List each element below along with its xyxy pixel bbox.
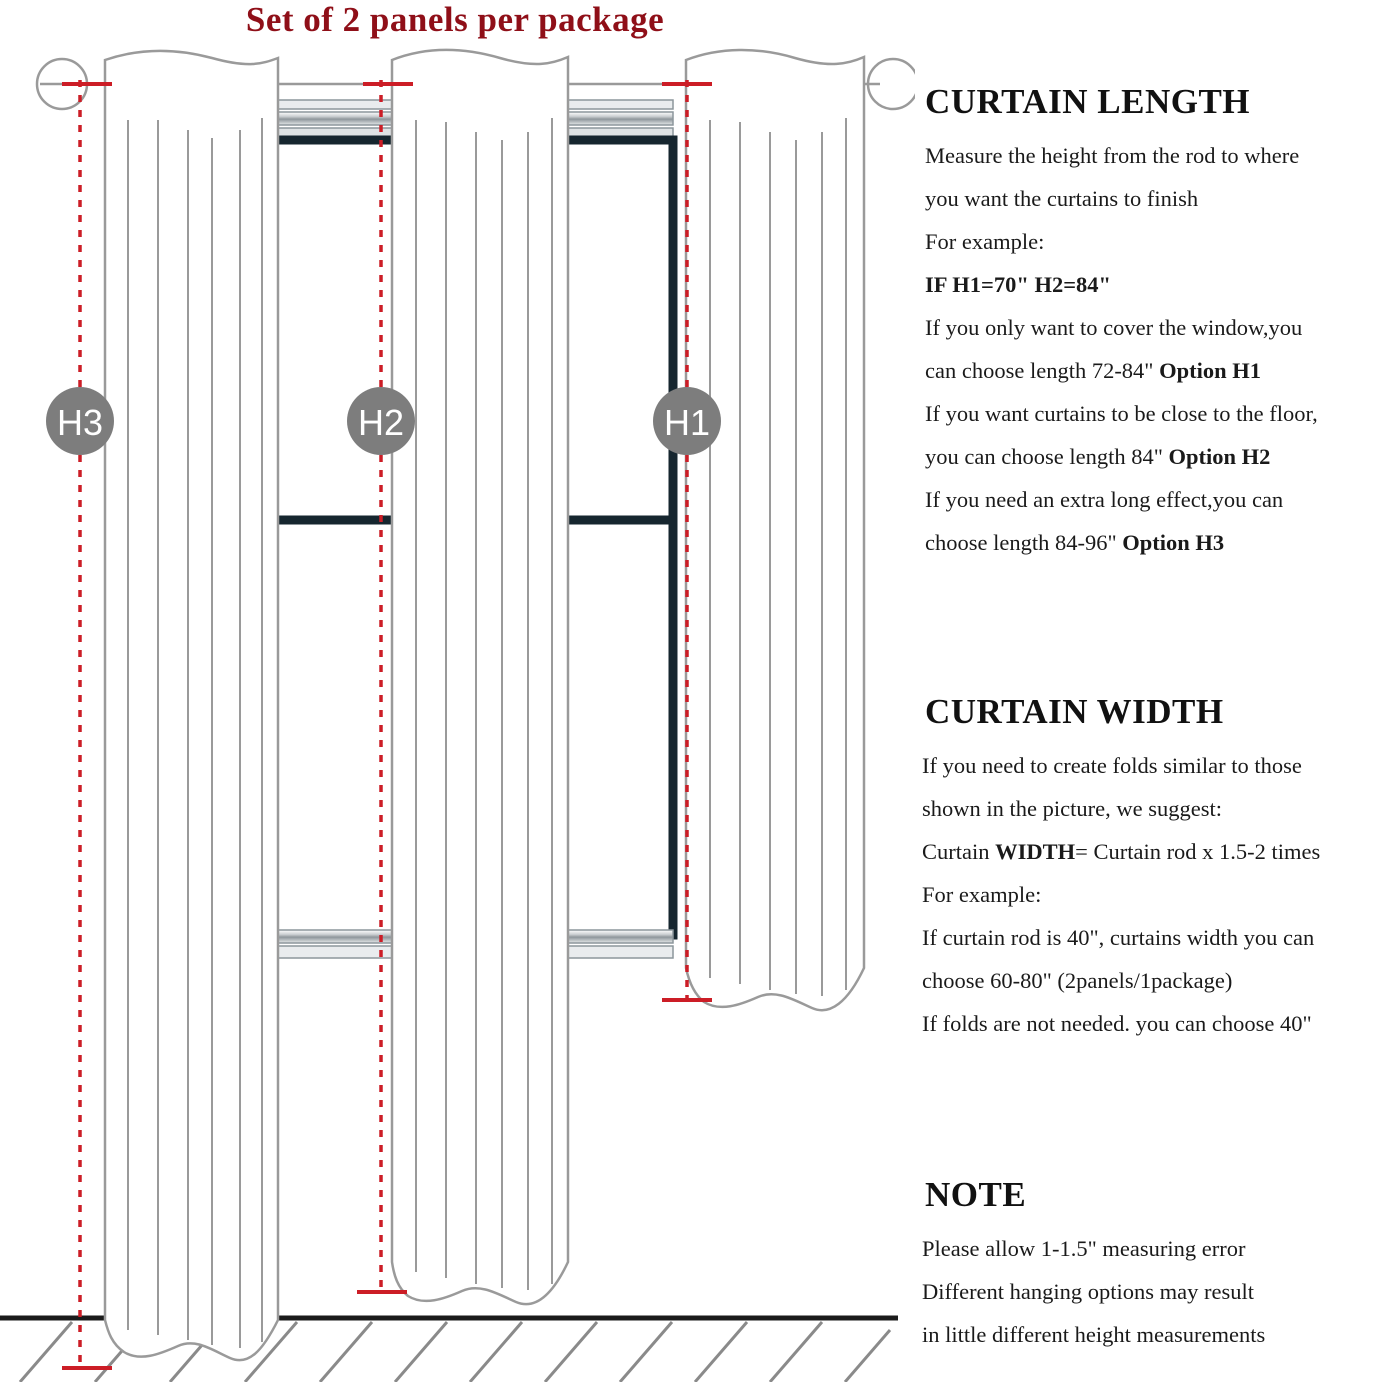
section-heading-curtain-length: CURTAIN LENGTH (925, 82, 1251, 121)
length-line-1: Measure the height from the rod to where (925, 143, 1300, 168)
section-body-curtain-width (922, 744, 1399, 1045)
length-line-6-text: can choose length 72-84" (925, 358, 1160, 383)
length-line-9: If you need an extra long effect,you can (925, 487, 1284, 512)
section-note (920, 1175, 1399, 1356)
width-line-3 (922, 830, 1399, 873)
section-heading-curtain-width: CURTAIN WIDTH (925, 692, 1224, 731)
note-line-1: Please allow 1-1.5" measuring error (922, 1236, 1246, 1261)
svg-text:H2: H2 (357, 402, 405, 443)
section-body-curtain-length (925, 134, 1399, 564)
section-curtain-width (920, 692, 1399, 1045)
curtain-panel-h2 (392, 50, 568, 1304)
badge-h1 (653, 387, 721, 455)
width-line-1: If you need to create folds similar to those (922, 753, 1302, 778)
length-line-8-text: you can choose length 84" (925, 444, 1169, 469)
note-line-2: Different hanging options may result (922, 1279, 1255, 1304)
section-curtain-length (920, 82, 1399, 564)
width-keyword: WIDTH (995, 839, 1076, 864)
length-line-3: For example: (925, 229, 1045, 254)
width-line-4: For example: (922, 882, 1042, 907)
section-heading-note: NOTE (925, 1175, 1027, 1214)
width-line-7: If folds are not needed. you can choose 40" (922, 1011, 1312, 1036)
length-line-8 (925, 435, 1399, 478)
length-line-4 (925, 263, 1399, 306)
length-line-10 (925, 521, 1399, 564)
length-line-2: you want the curtains to finish (925, 186, 1199, 211)
length-line-10-text: choose length 84-96" (925, 530, 1123, 555)
length-line-7: If you want curtains to be close to the floor, (925, 401, 1318, 426)
guide-text-column (920, 70, 1399, 1382)
badge-h3 (46, 387, 114, 455)
option-h1-label: Option H1 (1159, 358, 1262, 383)
svg-text:H1: H1 (663, 402, 711, 443)
length-line-5: If you only want to cover the window,you (925, 315, 1303, 340)
width-line-3-suffix: = Curtain rod x 1.5-2 times (1075, 839, 1321, 864)
length-line-6 (925, 349, 1399, 392)
svg-text:H3: H3 (56, 402, 104, 443)
option-h3-label: Option H3 (1122, 530, 1225, 555)
width-line-5: If curtain rod is 40", curtains width you can (922, 925, 1315, 950)
section-body-note (922, 1227, 1399, 1356)
length-example-values: IF H1=70" H2=84" (925, 272, 1112, 297)
badge-h2 (347, 387, 415, 455)
option-h2-label: Option H2 (1168, 444, 1271, 469)
width-line-3-prefix: Curtain (922, 839, 996, 864)
width-line-2: shown in the picture, we suggest: (922, 796, 1222, 821)
curtain-panel-h1 (686, 50, 864, 1010)
curtain-panel-h3 (105, 51, 278, 1360)
page-title: Set of 2 panels per package (245, 0, 665, 39)
width-line-6: choose 60-80" (2panels/1package) (922, 968, 1233, 993)
note-line-3: in little different height measurements (922, 1322, 1266, 1347)
